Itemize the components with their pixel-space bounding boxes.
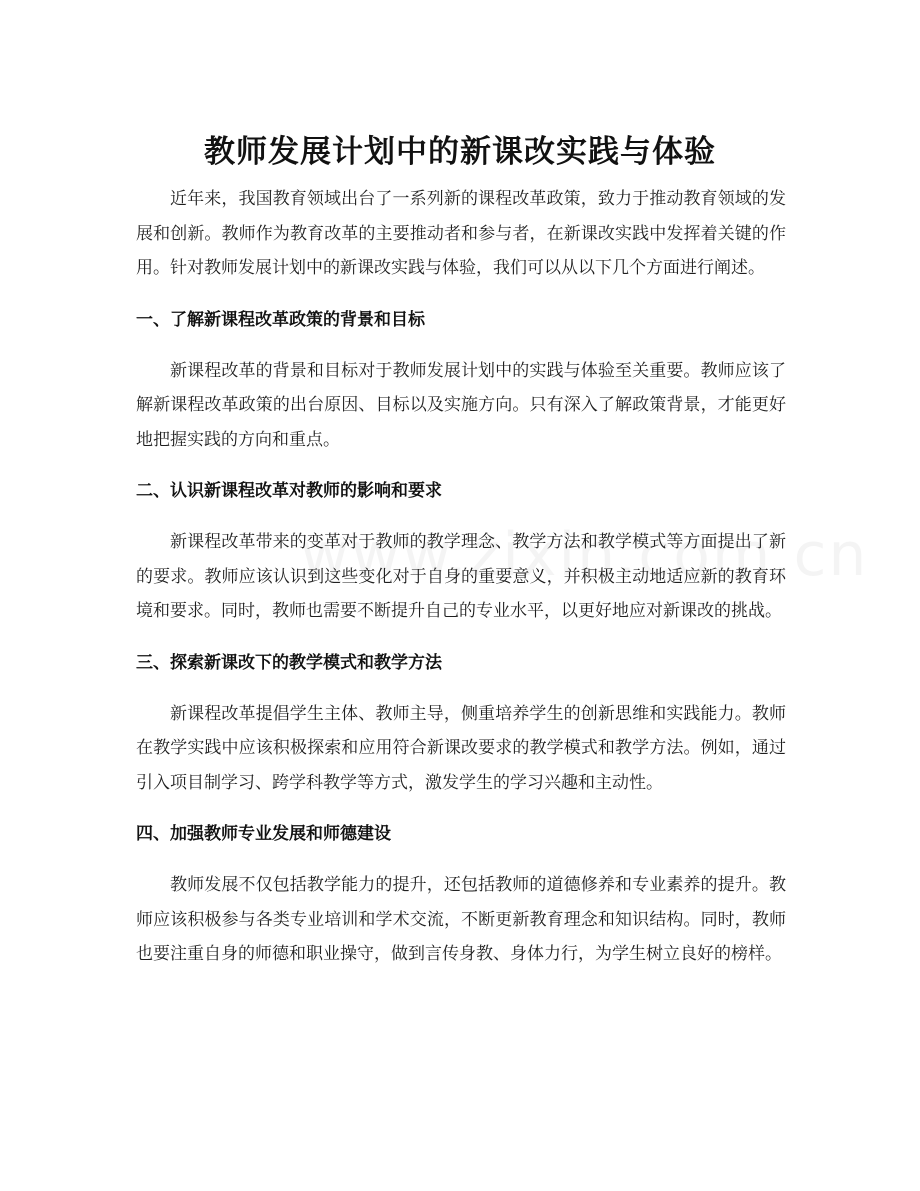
document-title: 教师发展计划中的新课改实践与体验 (204, 133, 716, 170)
section-body-2: 新课程改革带来的变革对于教师的教学理念、教学方法和教学模式等方面提出了新的要求。教师应该认识到这些变化对于自身的重要意义，并积极主动地适应新的教育环境和要求。同时，教师也需要不断提升自己的专业水平，以更好地应对新课改的挑战。 (136, 532, 786, 621)
section-heading-1: 一、了解新课程改革政策的背景和目标 (136, 309, 425, 330)
document-body (136, 182, 786, 972)
intro-paragraph: 近年来，我国教育领域出台了一系列新的课程改革政策，致力于推动教育领域的发展和创新。教师作为教育改革的主要推动者和参与者，在新课改实践中发挥着关键的作用。针对教师发展计划中的新课改实践与体验，我们可以从以下几个方面进行阐述。 (136, 189, 786, 278)
section-heading-2: 二、认识新课程改革对教师的影响和要求 (136, 481, 442, 501)
section-heading-4: 四、加强教师专业发展和师德建设 (136, 824, 391, 844)
section-body-4: 教师发展不仅包括教学能力的提升，还包括教师的道德修养和专业素养的提升。教师应该积极参与各类专业培训和学术交流，不断更新教育理念和知识结构。同时，教师也要注重自身的师德和职业操守，做到言传身教、身体力行，为学生树立良好的榜样。 (136, 875, 786, 964)
section-body-3: 新课程改革提倡学生主体、教师主导，侧重培养学生的创新思维和实践能力。教师在教学实践中应该积极探索和应用符合新课改要求的教学模式和教学方法。例如，通过引入项目制学习、跨学科教学等方式，激发学生的学习兴趣和主动性。 (136, 703, 786, 793)
section-heading-3: 三、探索新课改下的教学模式和教学方法 (136, 652, 442, 673)
section-body-1: 新课程改革的背景和目标对于教师发展计划中的实践与体验至关重要。教师应该了解新课程改革政策的出台原因、目标以及实施方向。只有深入了解政策背景，才能更好地把握实践的方向和重点。 (136, 360, 786, 450)
